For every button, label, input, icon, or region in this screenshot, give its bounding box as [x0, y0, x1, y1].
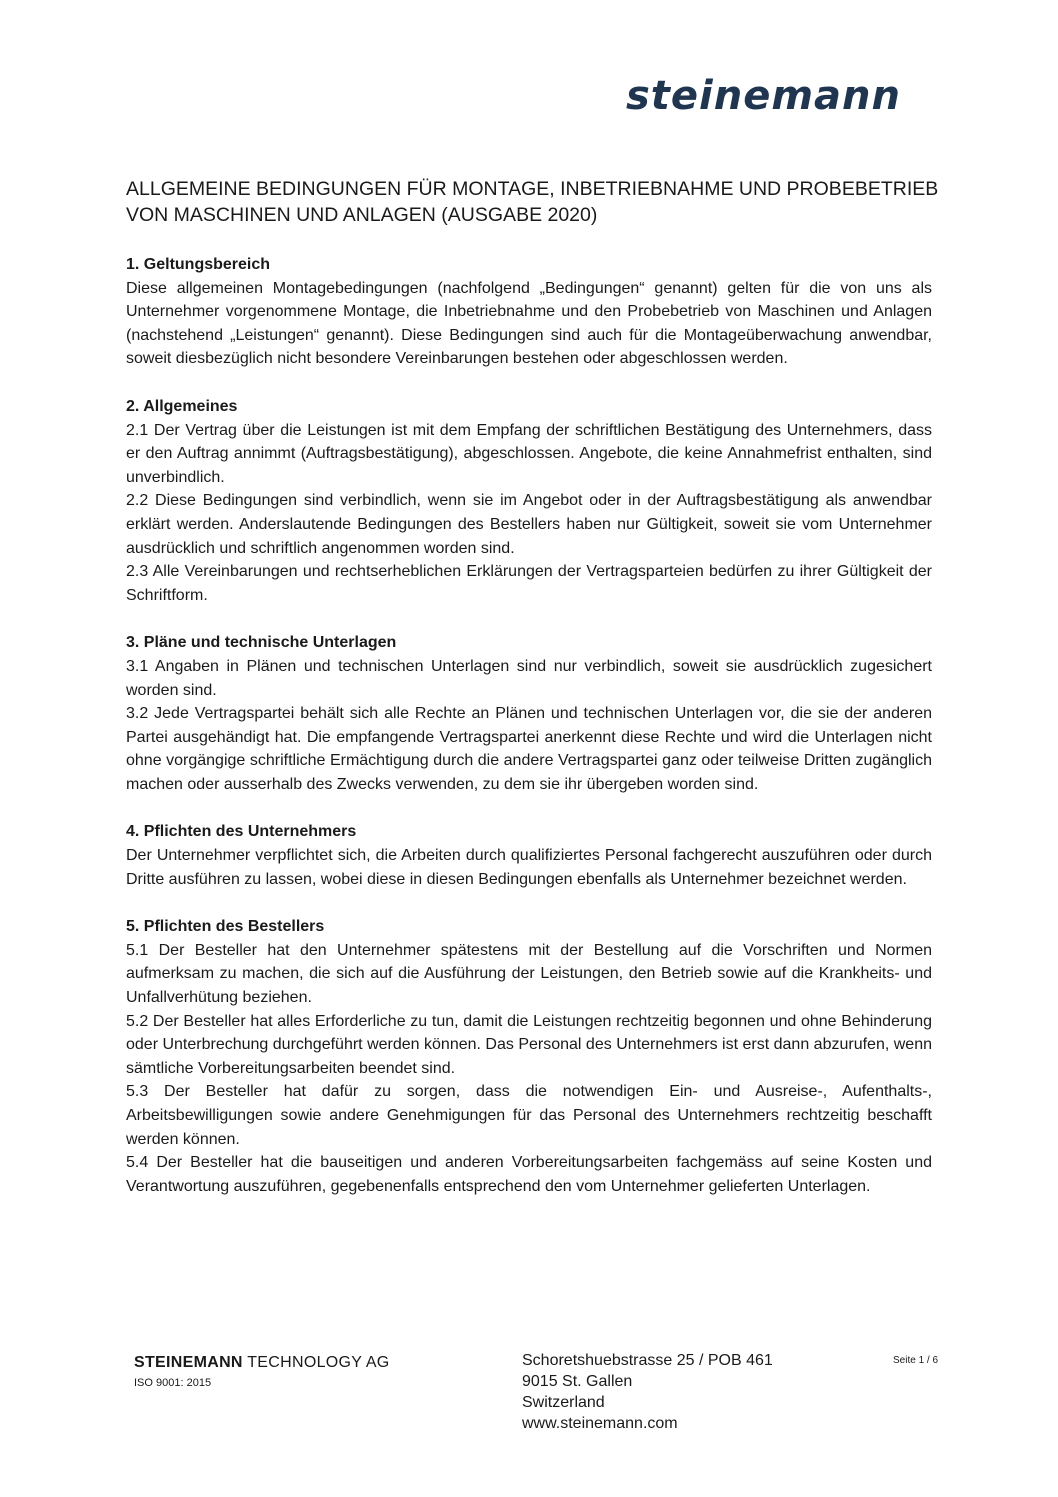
footer-city: 9015 St. Gallen — [522, 1373, 633, 1390]
section-heading: 2. Allgemeines — [126, 397, 238, 415]
section-paragraph: 2.3 Alle Vereinbarungen und rechtserheblichen Erklärungen der Vertragsparteien bedürfen zu ihrer Gültigkeit der Schriftform. — [126, 563, 932, 604]
section-geltungsbereich — [126, 253, 932, 371]
steinemann-logo: steinemann — [626, 73, 901, 119]
footer-company-block — [134, 1353, 474, 1391]
section-heading: 3. Pläne und technische Unterlagen — [126, 634, 397, 652]
page-number: Seite 1 / 6 — [893, 1355, 939, 1366]
section-paragraph: 2.2 Diese Bedingungen sind verbindlich, wenn sie im Angebot oder in der Auftragsbestätigung als anwendbar erklärt werden. Anderslautende Bedingungen des Bestellers haben nur Gültigkeit, soweit sie vom Unternehmer ausdrücklich und schriftlich angenommen worden sind. — [126, 492, 932, 557]
footer-street: Schoretshuebstrasse 25 / POB 461 — [522, 1352, 773, 1369]
section-paragraph: 3.2 Jede Vertragspartei behält sich alle Rechte an Plänen und technischen Unterlagen vor, die sie der anderen Partei ausgehändigt hat. Die empfangende Vertragspartei anerkennt diese Rechte und wird die Unterlagen nicht ohne vorgängige schriftliche Ermächtigung durch die andere Vertragspartei ganz oder teilweise Dritten zugänglich machen oder ausserhalb des Zwecks verwenden, zu dem sie ihr übergeben worden sind. — [126, 705, 932, 793]
section-pflichten-unternehmer — [126, 820, 932, 891]
section-heading: 1. Geltungsbereich — [126, 256, 271, 273]
section-paragraph: Der Unternehmer verpflichtet sich, die Arbeiten durch qualifiziertes Personal fachgerecht auszuführen oder durch Dritte ausführen zu lassen, wobei diese in diesen Bedingungen ebenfalls als Unternehmer bezeichnet werden. — [126, 847, 932, 888]
document-body — [126, 253, 932, 1222]
section-allgemeines — [126, 395, 932, 607]
section-paragraph: 5.4 Der Besteller hat die bauseitigen und anderen Vorbereitungsarbeiten fachgemäss auf seine Kosten und Verantwortung auszuführen, gegebenenfalls entsprechend den vom Unternehmer gelieferten Unterlagen. — [126, 1154, 932, 1195]
document-title-line-2: VON MASCHINEN UND ANLAGEN (AUSGABE 2020) — [126, 204, 598, 226]
footer-iso-certification: ISO 9001: 2015 — [134, 1377, 212, 1389]
footer-country: Switzerland — [522, 1394, 605, 1411]
section-paragraph: Diese allgemeinen Montagebedingungen (nachfolgend „Bedingungen“ genannt) gelten für die von uns als Unternehmer vorgenommene Montage, die Inbetriebnahme und den Probebetrieb von Maschinen und Anlagen (nachstehend „Leistungen“ genannt). Diese Bedingungen sind auch für die Montageüberwachung anwendbar, soweit diesbezüglich nicht besondere Vereinbarungen bestehen oder abgeschlossen werden. — [126, 279, 932, 368]
section-paragraph: 5.3 Der Besteller hat dafür zu sorgen, dass die notwendigen Ein- und Ausreise-, Aufenthalts-, Arbeitsbewilligungen sowie andere Genehmigungen für das Personal des Unternehmers rechtzeitig beschafft werden können. — [126, 1083, 932, 1148]
section-heading: 5. Pflichten des Bestellers — [126, 918, 325, 936]
section-heading: 4. Pflichten des Unternehmers — [126, 823, 357, 841]
footer-address-block — [522, 1350, 842, 1434]
section-pflichten-besteller — [126, 915, 932, 1198]
section-paragraph: 2.1 Der Vertrag über die Leistungen ist mit dem Empfang der schriftlichen Bestätigung des Unternehmers, dass er den Auftrag annimmt (Auftragsbestätigung), abgeschlossen. Angebote, die keine Annahmefrist enthalten, sind unverbindlich. — [126, 421, 932, 486]
section-paragraph: 5.1 Der Besteller hat den Unternehmer spätestens mit der Bestellung auf die Vorschriften und Normen aufmerksam zu machen, die sich auf die Ausführung der Leistungen, den Betrieb sowie auf die Krankheits- und Unfallverhütung beziehen. — [126, 941, 932, 1007]
document-title-line-1: ALLGEMEINE BEDINGUNGEN FÜR MONTAGE, INBETRIEBNAHME UND PROBEBETRIEB — [126, 178, 939, 200]
section-plaene — [126, 631, 932, 796]
footer-company-name — [134, 1353, 474, 1373]
section-paragraph: 3.1 Angaben in Plänen und technischen Unterlagen sind nur verbindlich, soweit sie ausdrücklich zugesichert worden sind. — [126, 657, 932, 699]
section-paragraph: 5.2 Der Besteller hat alles Erforderliche zu tun, damit die Leistungen rechtzeitig begonnen und ohne Behinderung oder Unterbrechung durchgeführt werden können. Das Personal des Unternehmers ist erst dann abzurufen, wenn sämtliche Vorbereitungsarbeiten beendet sind. — [126, 1012, 932, 1077]
footer-website-link[interactable]: www.steinemann.com — [522, 1415, 678, 1432]
footer-company-rest: TECHNOLOGY AG — [242, 1354, 390, 1371]
footer-company-bold: STEINEMANN — [134, 1354, 243, 1371]
document-title — [126, 176, 946, 228]
